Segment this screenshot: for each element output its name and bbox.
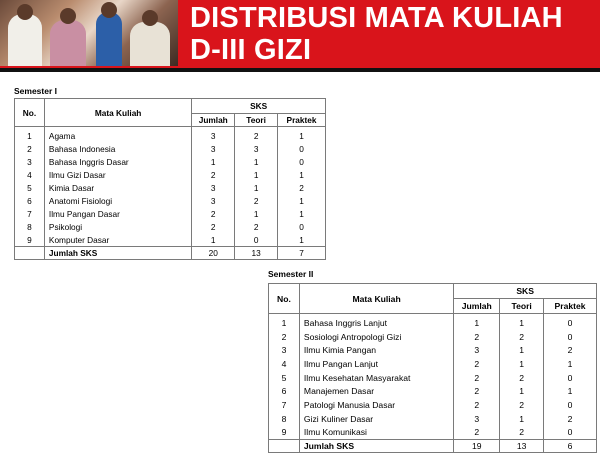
sks-total: 2 <box>192 168 235 181</box>
course-name: Agama <box>44 127 191 143</box>
sks-practice: 0 <box>544 371 597 385</box>
sks-practice: 0 <box>544 314 597 330</box>
sks-theory: 3 <box>235 142 278 155</box>
sks-theory: 1 <box>500 357 544 371</box>
row-number: 5 <box>15 181 45 194</box>
sks-practice: 0 <box>278 155 326 168</box>
sks-practice: 1 <box>278 168 326 181</box>
course-name: Bahasa Inggris Dasar <box>44 155 191 168</box>
row-number: 8 <box>269 412 300 426</box>
table-row <box>269 371 597 385</box>
table-row <box>15 233 326 247</box>
sks-theory: 1 <box>235 181 278 194</box>
table-row <box>269 357 597 371</box>
sks-theory: 2 <box>235 194 278 207</box>
course-name: Psikologi <box>44 220 191 233</box>
sks-practice: 1 <box>278 233 326 247</box>
row-number: 7 <box>15 207 45 220</box>
table-row <box>269 314 597 330</box>
sks-total: 2 <box>454 384 500 398</box>
row-number: 2 <box>269 330 300 344</box>
semester1-total-row <box>15 247 326 260</box>
sks-theory: 1 <box>235 155 278 168</box>
sks-total: 1 <box>454 314 500 330</box>
sks-total: 3 <box>454 343 500 357</box>
sks-total: 3 <box>192 142 235 155</box>
sks-theory: 1 <box>500 343 544 357</box>
sks-total: 2 <box>454 357 500 371</box>
sks-practice: 0 <box>278 142 326 155</box>
sks-total: 1 <box>192 155 235 168</box>
row-number: 2 <box>15 142 45 155</box>
table-row <box>269 330 597 344</box>
sks-total: 3 <box>192 127 235 143</box>
sks-total: 3 <box>192 181 235 194</box>
table-row <box>15 168 326 181</box>
table-row <box>269 426 597 440</box>
col-header-theory: Teori <box>235 114 278 127</box>
sks-total: 2 <box>454 371 500 385</box>
row-number: 8 <box>15 220 45 233</box>
sks-theory: 1 <box>500 412 544 426</box>
course-name: Bahasa Indonesia <box>44 142 191 155</box>
course-name: Gizi Kuliner Dasar <box>299 412 453 426</box>
total-theory: 13 <box>235 247 278 260</box>
total-practice: 7 <box>278 247 326 260</box>
course-name: Komputer Dasar <box>44 233 191 247</box>
sks-theory: 1 <box>235 168 278 181</box>
header-banner <box>0 0 600 68</box>
sks-practice: 1 <box>278 207 326 220</box>
row-number: 9 <box>15 233 45 247</box>
row-number: 6 <box>15 194 45 207</box>
table-row <box>269 343 597 357</box>
sks-practice: 1 <box>278 194 326 207</box>
sks-practice: 2 <box>278 181 326 194</box>
course-name: Patologi Manusia Dasar <box>299 398 453 412</box>
page-title-line1: DISTRIBUSI MATA KULIAH <box>190 2 563 34</box>
sks-total: 2 <box>192 207 235 220</box>
sks-total: 2 <box>454 330 500 344</box>
table-row <box>15 220 326 233</box>
col-header-no: No. <box>15 99 45 127</box>
sks-total: 2 <box>454 426 500 440</box>
semester2-total-row <box>269 440 597 453</box>
course-name: Ilmu Kimia Pangan <box>299 343 453 357</box>
total-label: Jumlah SKS <box>299 440 453 453</box>
col-header-practice: Praktek <box>278 114 326 127</box>
sks-practice: 0 <box>544 398 597 412</box>
table-row <box>15 194 326 207</box>
row-number: 3 <box>269 343 300 357</box>
course-name: Ilmu Pangan Dasar <box>44 207 191 220</box>
course-name: Sosiologi Antropologi Gizi <box>299 330 453 344</box>
col-header-course: Mata Kuliah <box>299 284 453 314</box>
course-name: Ilmu Kesehatan Masyarakat <box>299 371 453 385</box>
sks-practice: 0 <box>278 220 326 233</box>
sks-theory: 2 <box>235 220 278 233</box>
sks-theory: 2 <box>500 371 544 385</box>
header-photo <box>0 0 178 66</box>
course-name: Ilmu Gizi Dasar <box>44 168 191 181</box>
header-divider <box>0 68 600 72</box>
table-row <box>15 155 326 168</box>
sks-practice: 2 <box>544 343 597 357</box>
sks-total: 3 <box>454 412 500 426</box>
course-name: Kimia Dasar <box>44 181 191 194</box>
table-row <box>15 142 326 155</box>
sks-total: 3 <box>192 194 235 207</box>
sks-total: 2 <box>454 398 500 412</box>
page-title-line2: D-III GIZI <box>190 34 312 66</box>
col-header-practice: Praktek <box>544 299 597 314</box>
total-sks: 20 <box>192 247 235 260</box>
total-practice: 6 <box>544 440 597 453</box>
sks-practice: 1 <box>544 384 597 398</box>
total-label: Jumlah SKS <box>44 247 191 260</box>
row-number: 1 <box>15 127 45 143</box>
course-name: Manajemen Dasar <box>299 384 453 398</box>
semester2-table <box>268 283 597 453</box>
sks-practice: 2 <box>544 412 597 426</box>
sks-theory: 2 <box>500 398 544 412</box>
table-row <box>269 412 597 426</box>
col-header-total: Jumlah <box>192 114 235 127</box>
row-number: 1 <box>269 314 300 330</box>
row-number: 4 <box>269 357 300 371</box>
sks-total: 2 <box>192 220 235 233</box>
col-header-sks: SKS <box>192 99 326 114</box>
table-row <box>15 127 326 143</box>
semester1-table <box>14 98 326 260</box>
row-number: 6 <box>269 384 300 398</box>
sks-theory: 1 <box>235 207 278 220</box>
semester1-label: Semester I <box>14 86 57 96</box>
sks-practice: 1 <box>278 127 326 143</box>
course-name: Bahasa Inggris Lanjut <box>299 314 453 330</box>
table-row <box>269 398 597 412</box>
row-number: 9 <box>269 426 300 440</box>
sks-practice: 0 <box>544 426 597 440</box>
sks-theory: 2 <box>235 127 278 143</box>
sks-total: 1 <box>192 233 235 247</box>
total-sks: 19 <box>454 440 500 453</box>
row-number: 4 <box>15 168 45 181</box>
sks-theory: 0 <box>235 233 278 247</box>
table-row <box>15 207 326 220</box>
total-theory: 13 <box>500 440 544 453</box>
sks-practice: 0 <box>544 330 597 344</box>
sks-theory: 2 <box>500 330 544 344</box>
sks-theory: 2 <box>500 426 544 440</box>
table-row <box>15 181 326 194</box>
col-header-no: No. <box>269 284 300 314</box>
course-name: Anatomi Fisiologi <box>44 194 191 207</box>
table-row <box>269 384 597 398</box>
course-name: Ilmu Komunikasi <box>299 426 453 440</box>
course-name: Ilmu Pangan Lanjut <box>299 357 453 371</box>
row-number: 7 <box>269 398 300 412</box>
sks-theory: 1 <box>500 314 544 330</box>
row-number: 3 <box>15 155 45 168</box>
semester2-label: Semester II <box>268 269 314 279</box>
col-header-course: Mata Kuliah <box>44 99 191 127</box>
col-header-total: Jumlah <box>454 299 500 314</box>
sks-practice: 1 <box>544 357 597 371</box>
col-header-theory: Teori <box>500 299 544 314</box>
row-number: 5 <box>269 371 300 385</box>
sks-theory: 1 <box>500 384 544 398</box>
col-header-sks: SKS <box>454 284 597 299</box>
